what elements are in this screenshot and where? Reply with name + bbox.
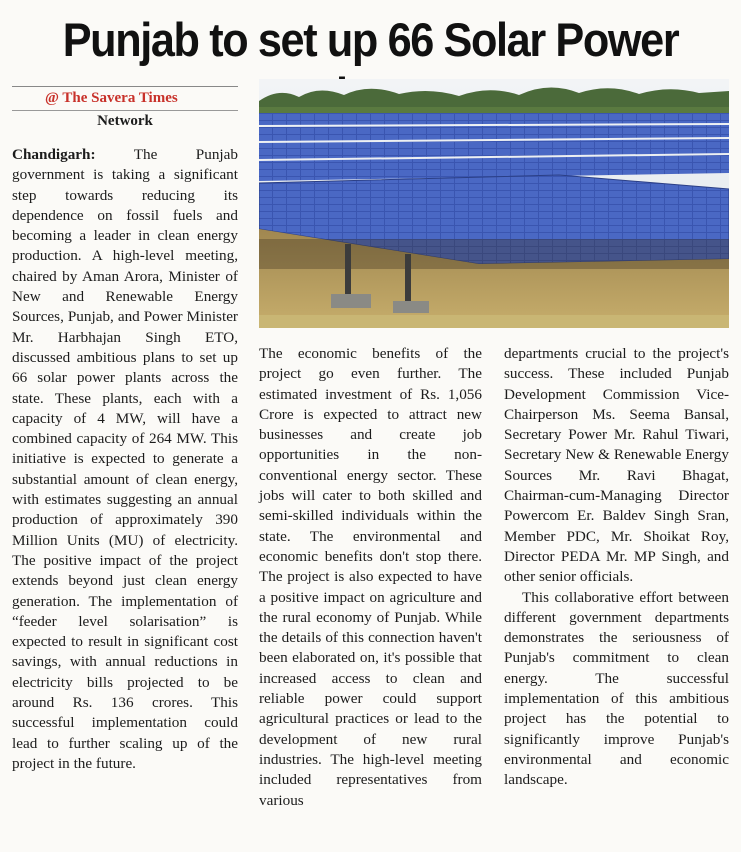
column-2-text: The economic benefits of the project go even further. The estimated investment of Rs. 1,056 Crore is expected to attract new businesses and create job opportunities in the non-conventional energy sector. These jobs will cater to both skilled and semi-skilled individuals within the state. The environmental and economic benefits don't stop there. The project is also expected to have a positive impact on agriculture and the rural economy of Punjab. While the details of this connection haven't been elaborated on, it's possible that increased access to clean and reliable power could support agricultural practices or lead to the development of new rural industries. The high-level meeting included representatives from various bbox=[259, 345, 482, 809]
dateline: Chandigarh: bbox=[12, 146, 96, 163]
column-3-paragraph-2: This collaborative effort between different government departments demonstrates the seriousness of Punjab's commitment to clean energy. The successful implementation of this ambitious project has the potential to significantly improve Punjab's environmental and economic landscape. bbox=[504, 588, 729, 789]
solar-panels-photo bbox=[259, 79, 729, 328]
column-1-text: The Punjab government is taking a significant step towards reducing its dependence on fossil fuels and becoming a leader in clean energy production. A high-level meeting, chaired by Aman Arora, Minister of New and Renewable Energy Sources, Punjab, and Power Minister Mr. Harbhajan Singh ETO, discussed ambitious plans to set up 66 solar power plants across the state. These plants, each with a capacity of 4 MW, will have a combined capacity of 264 MW. This initiative is expected to generate a substantial amount of clean energy, with estimates suggesting an annual production of approximately 390 Million Units (MU) of electricity. The positive impact of the project extends beyond just clean energy generation. The implementation of “feeder level solarisation” is expected to result in significant cost savings, with annual reductions in electricity bills projected to be around Rs. 136 crores. This successful implementation could lead to further scaling up of the project in the future. bbox=[12, 146, 238, 772]
source-label: @ The Savera Times bbox=[45, 90, 178, 106]
headline: Punjab to set up 66 Solar Power bbox=[62, 13, 679, 66]
article-column-1 bbox=[12, 145, 238, 774]
section-label: Network bbox=[97, 113, 153, 129]
article-column-3 bbox=[504, 344, 729, 791]
column-3-paragraph-1: departments crucial to the project's success. These included Punjab Development Commission Vice-Chairperson Ms. Seema Bansal, Secretary Power Mr. Rahul Tiwari, Secretary New & Renewable Energy Sources Mr. Ravi Bhagat, Chairman-cum-Managing Director Powercom Er. Baldev Singh Sran, Member PDC, Mr. Shoikat Roy, Director PEDA Mr. MP Singh, and other senior officials. bbox=[504, 345, 729, 586]
solar-panels-illustration bbox=[259, 79, 729, 328]
article-column-2 bbox=[259, 344, 482, 811]
byline bbox=[12, 86, 238, 111]
